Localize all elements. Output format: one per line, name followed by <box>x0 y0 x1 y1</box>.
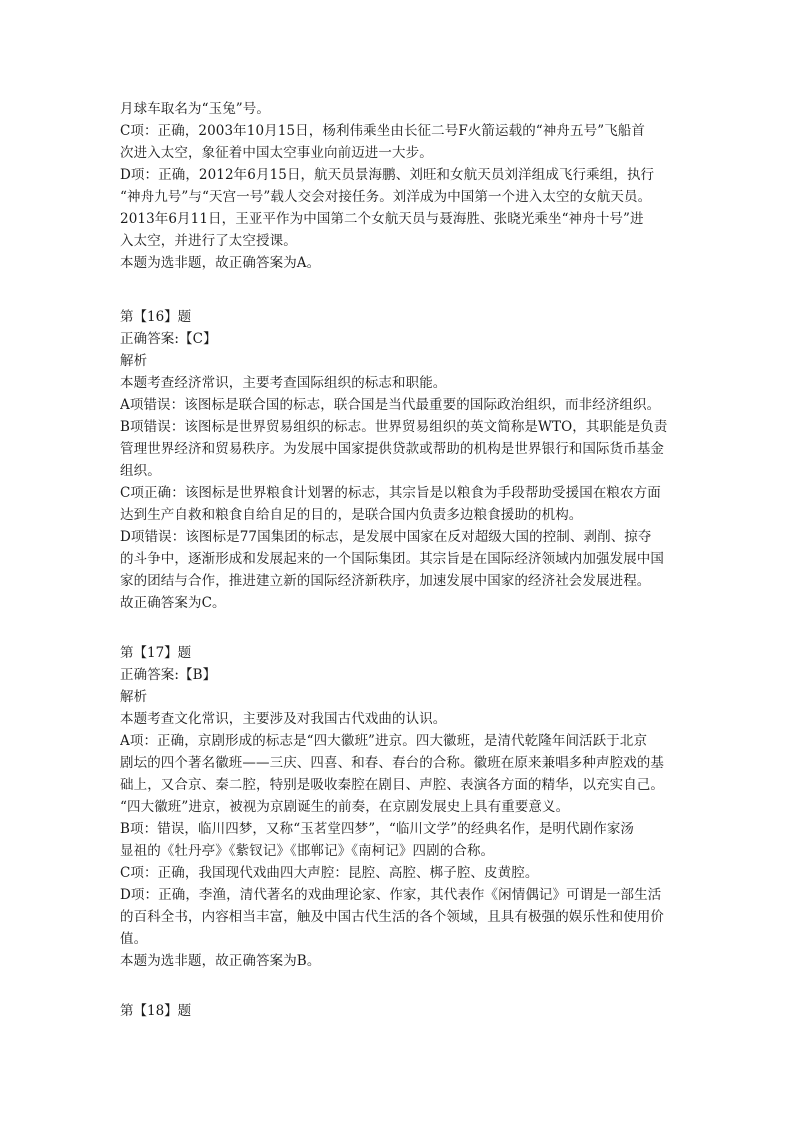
text-line: 月球车取名为“玉兔”号。 <box>120 101 271 117</box>
correct-answer: 正确答案:【C】 <box>120 331 217 347</box>
text-line: 本题为选非题，故正确答案为B。 <box>120 953 321 969</box>
text-line: 值。 <box>120 931 148 947</box>
text-line: 达到生产自救和粮食自给自足的目的，是联合国内负责多边粮食援助的机构。 <box>120 507 583 523</box>
text-line: C项：正确，我国现代戏曲四大声腔：昆腔、高腔、梆子腔、皮黄腔。 <box>120 865 539 881</box>
text-line: 入太空，并进行了太空授课。 <box>120 233 297 249</box>
text-line: 的百科全书，内容相当丰富，触及中国古代生活的各个领域，且具有极强的娱乐性和使用价 <box>120 909 664 925</box>
correct-answer: 正确答案:【B】 <box>120 667 217 683</box>
text-line: 故正确答案为C。 <box>120 595 226 611</box>
question-heading: 第【17】题 <box>120 645 192 661</box>
analysis-label: 解析 <box>120 353 148 369</box>
question-15-continuation <box>120 98 700 274</box>
text-line: 本题为选非题，故正确答案为A。 <box>120 255 321 271</box>
text-line: C项正确：该图标是世界粮食计划署的标志，其宗旨是以粮食为手段帮助受援国在粮农方面 <box>120 485 661 501</box>
question-heading: 第【18】题 <box>120 1003 192 1019</box>
text-line: 础上，又合京、秦二腔，特别是吸收秦腔在剧目、声腔、表演各方面的精华，以充实自己。 <box>120 777 664 793</box>
text-line: A项错误：该图标是联合国的标志，联合国是当代最重要的国际政治组织，而非经济组织。 <box>120 397 661 413</box>
analysis-label: 解析 <box>120 689 148 705</box>
text-line: 本题考查文化常识，主要涉及对我国古代戏曲的认识。 <box>120 711 447 727</box>
text-line: D项错误：该图标是77国集团的标志，是发展中国家在反对超级大国的控制、剥削、掠夺 <box>120 529 652 545</box>
text-line: 次进入太空，象征着中国太空事业向前迈进一大步。 <box>120 145 433 161</box>
text-line: 管理世界经济和贸易秩序。为发展中国家提供贷款或帮助的机构是世界银行和国际货币基金 <box>120 441 664 457</box>
text-line: 本题考查经济常识，主要考查国际组织的标志和职能。 <box>120 375 447 391</box>
text-line: B项错误：该图标是世界贸易组织的标志。世界贸易组织的英文简称是WTO，其职能是负责 <box>120 419 668 435</box>
text-line: D项：正确，2012年6月15日，航天员景海鹏、刘旺和女航天员刘洋组成飞行乘组，执行 <box>120 167 655 183</box>
text-line: 显祖的《牡丹亭》《紫钗记》《邯郸记》《南柯记》四剧的合称。 <box>120 843 495 859</box>
text-line: 组织。 <box>120 463 161 479</box>
text-line: “四大徽班”进京，被视为京剧诞生的前奏，在京剧发展史上具有重要意义。 <box>120 799 570 815</box>
question-16 <box>120 306 700 614</box>
text-line: 2013年6月11日，王亚平作为中国第二个女航天员与聂海胜、张晓光乘坐“神舟十号”进 <box>120 211 644 227</box>
text-line: C项：正确，2003年10月15日，杨利伟乘坐由长征二号F火箭运载的“神舟五号”飞船首 <box>120 123 646 139</box>
question-17 <box>120 642 700 972</box>
text-line: 的斗争中，逐渐形成和发展起来的一个国际集团。其宗旨是在国际经济领域内加强发展中国 <box>120 551 664 567</box>
text-line: 家的团结与合作，推进建立新的国际经济新秩序，加速发展中国家的经济社会发展进程。 <box>120 573 651 589</box>
text-line: 剧坛的四个著名徽班——三庆、四喜、和春、春台的合称。徽班在原来兼唱多种声腔戏的基 <box>120 755 664 771</box>
text-line: B项：错误，临川四梦，又称“玉茗堂四梦”，“临川文学”的经典名作，是明代剧作家汤 <box>120 821 635 837</box>
text-line: “神舟九号”与“天宫一号”载人交会对接任务。刘洋成为中国第一个进入太空的女航天员。 <box>120 189 652 205</box>
text-line: D项：正确，李渔，清代著名的戏曲理论家、作家，其代表作《闲情偶记》可谓是一部生活 <box>120 887 662 903</box>
text-line: A项：正确，京剧形成的标志是“四大徽班”进京。四大徽班，是清代乾隆年间活跃于北京 <box>120 733 648 749</box>
question-18 <box>120 1000 700 1022</box>
question-heading: 第【16】题 <box>120 309 192 325</box>
